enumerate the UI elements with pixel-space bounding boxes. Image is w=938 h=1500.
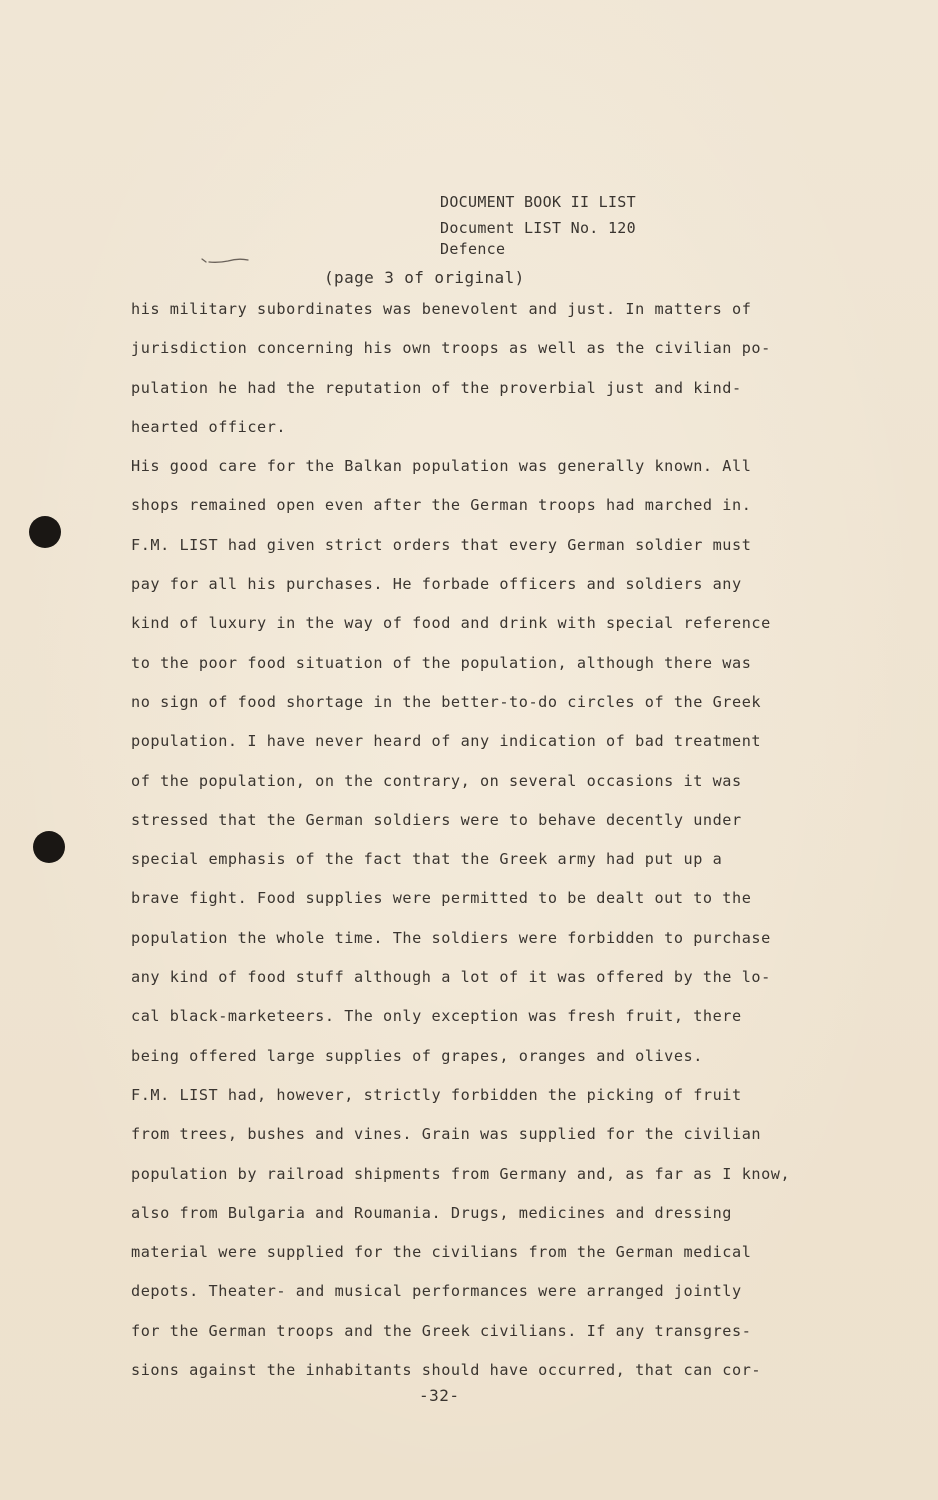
- header-document-number: Document LIST No. 120: [440, 219, 636, 237]
- text-line: His good care for the Balkan population was generally known. All: [131, 457, 752, 476]
- text-line: also from Bulgaria and Roumania. Drugs, medicines and dressing: [131, 1203, 733, 1222]
- text-line: hearted officer.: [131, 417, 287, 436]
- text-line: pulation he had the reputation of the proverbial just and kind-: [131, 378, 742, 397]
- text-line: being offered large supplies of grapes, oranges and olives.: [131, 1046, 703, 1065]
- text-line: depots. Theater- and musical performances were arranged jointly: [131, 1282, 742, 1301]
- text-line: stressed that the German soldiers were to behave decently under: [131, 810, 742, 829]
- text-line: F.M. LIST had, however, strictly forbidden the picking of fruit: [131, 1085, 742, 1104]
- text-line: jurisdiction concerning his own troops as well as the civilian po-: [131, 339, 771, 358]
- header-party: Defence: [440, 240, 506, 258]
- punch-hole-bottom: [33, 831, 65, 863]
- text-line: kind of luxury in the way of food and drink with special reference: [131, 614, 771, 633]
- body-text: [131, 295, 801, 1395]
- text-line: any kind of food stuff although a lot of it was offered by the lo-: [131, 968, 771, 987]
- page-reference: (page 3 of original): [324, 268, 525, 287]
- text-line: pay for all his purchases. He forbade officers and soldiers any: [131, 575, 742, 594]
- text-line: brave fight. Food supplies were permitted to be dealt out to the: [131, 889, 752, 908]
- text-line: material were supplied for the civilians from the German medical: [131, 1243, 752, 1262]
- text-line: population. I have never heard of any indication of bad treatment: [131, 732, 762, 751]
- text-line: his military subordinates was benevolent and just. In matters of: [131, 300, 752, 318]
- text-line: sions against the inhabitants should have occurred, that can cor-: [131, 1361, 762, 1380]
- text-line: F.M. LIST had given strict orders that every German soldier must: [131, 535, 752, 554]
- text-line: from trees, bushes and vines. Grain was supplied for the civilian: [131, 1125, 762, 1144]
- text-line: to the poor food situation of the population, although there was: [131, 653, 752, 672]
- text-line: population the whole time. The soldiers were forbidden to purchase: [131, 928, 771, 947]
- pencil-mark: [200, 254, 252, 264]
- text-line: of the population, on the contrary, on several occasions it was: [131, 771, 742, 790]
- punch-hole-top: [29, 516, 61, 548]
- text-line: no sign of food shortage in the better-to-do circles of the Greek: [131, 692, 762, 711]
- document-header: [440, 192, 636, 260]
- text-line: population by railroad shipments from Germany and, as far as I know,: [131, 1164, 791, 1183]
- page-number: -32-: [419, 1386, 460, 1405]
- text-line: cal black-marketeers. The only exception was fresh fruit, there: [131, 1007, 742, 1026]
- text-line: special emphasis of the fact that the Greek army had put up a: [131, 850, 723, 869]
- text-line: for the German troops and the Greek civilians. If any transgres-: [131, 1321, 752, 1340]
- text-line: shops remained open even after the German troops had marched in.: [131, 496, 752, 515]
- header-book-title: DOCUMENT BOOK II LIST: [440, 193, 636, 211]
